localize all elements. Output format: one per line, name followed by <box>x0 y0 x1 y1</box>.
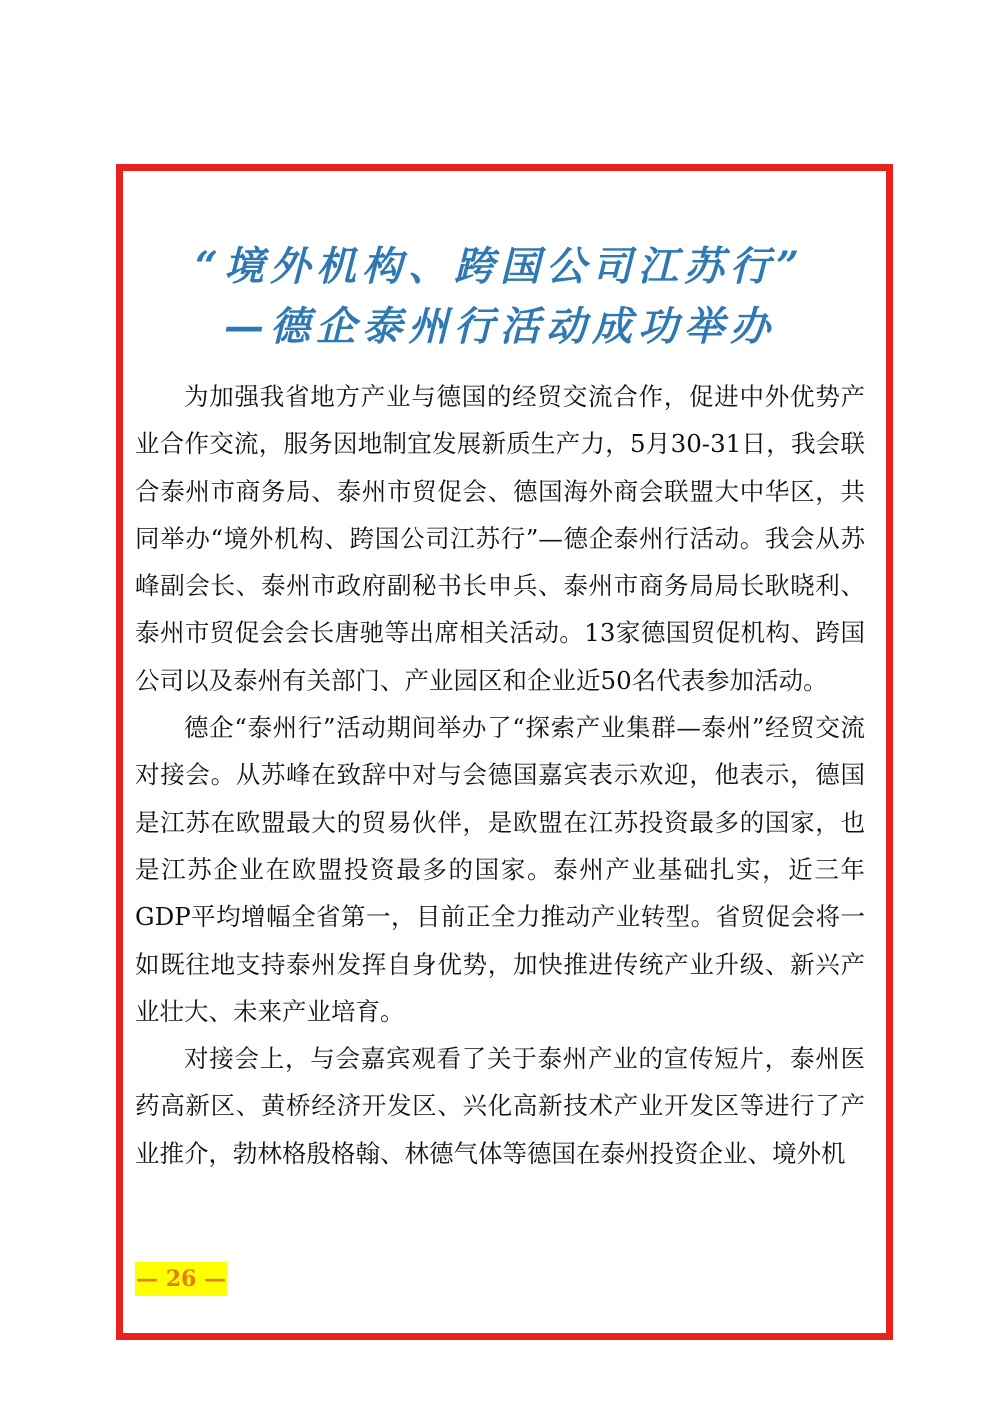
article-title-line-2: —德企泰州行活动成功举办 <box>224 303 776 350</box>
article-title-line-1: “境外机构、跨国公司江苏行” <box>194 243 805 290</box>
body-paragraph-1: 为加强我省地方产业与德国的经贸交流合作，促进中外优势产业合作交流，服务因地制宜发展新质生产力，5月30-31日，我会联合泰州市商务局、泰州市贸促会、德国海外商会联盟大中华区，共同举办“境外机构、跨国公司江苏行”—德企泰州行活动。我会从苏峰副会长、泰州市政府副秘书长申兵、泰州市商务局局长耿晓利、泰州市贸促会会长唐驰等出席相关活动。13家德国贸促机构、跨国公司以及泰州有关部门、产业园区和企业近50名代表参加活动。 <box>135 382 865 695</box>
body-paragraph-2: 德企“泰州行”活动期间举办了“探索产业集群—泰州”经贸交流对接会。从苏峰在致辞中对与会德国嘉宾表示欢迎，他表示，德国是江苏在欧盟最大的贸易伙伴，是欧盟在江苏投资最多的国家，也是江苏企业在欧盟投资最多的国家。泰州产业基础扎实，近三年GDP平均增幅全省第一，目前正全力推动产业转型。省贸促会将一如既往地支持泰州发挥自身优势，加快推进传统产业升级、新兴产业壮大、未来产业培育。 <box>135 713 865 1026</box>
article-body <box>135 373 865 1177</box>
body-paragraph-3: 对接会上，与会嘉宾观看了关于泰州产业的宣传短片，泰州医药高新区、黄桥经济开发区、兴化高新技术产业开发区等进行了产业推介，勃林格殷格翰、林德气体等德国在泰州投资企业、境外机 <box>135 1044 865 1168</box>
page-number: — 26 — <box>135 1262 227 1296</box>
